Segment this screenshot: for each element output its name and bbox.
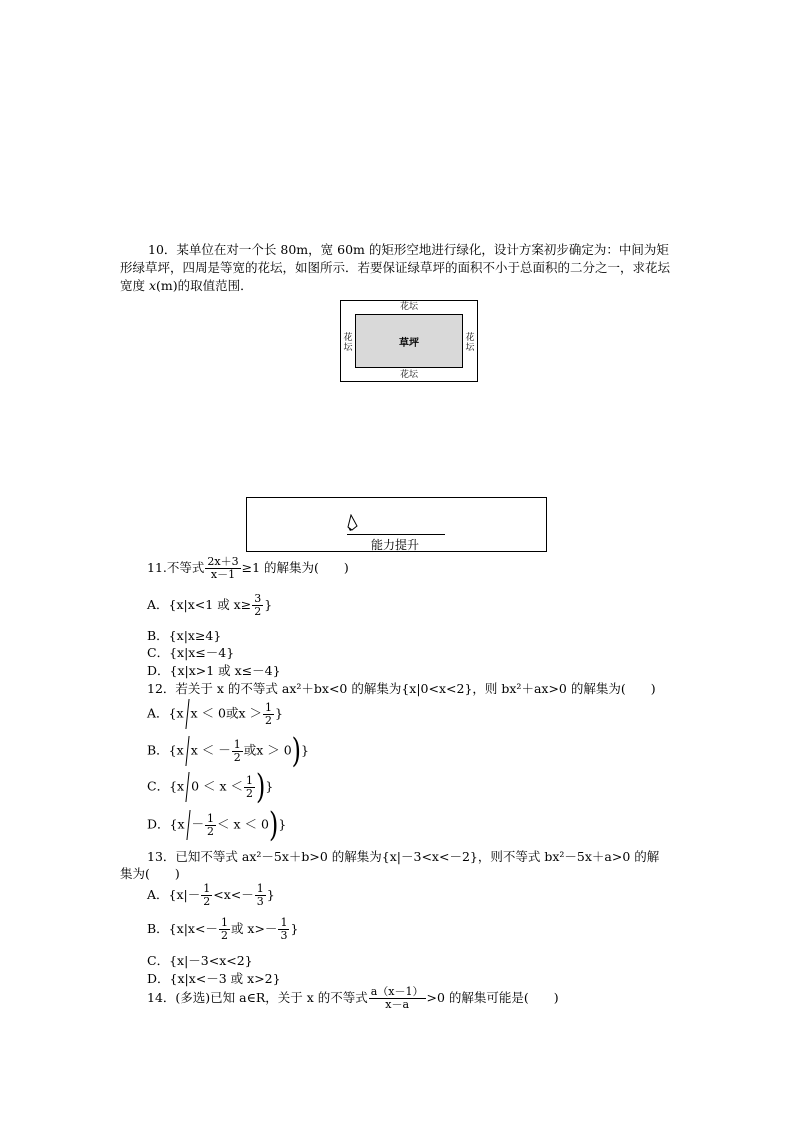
fraction: $\frac{1}{2}$ [220, 916, 228, 942]
variable-x: x [148, 278, 157, 293]
fraction: $\frac{3}{2}$ [254, 592, 262, 618]
question-11-option-d: D．{x|x>1 或 x≤－4} [147, 663, 281, 678]
pencil-icon [347, 514, 359, 532]
diagram-label-right-2: 坛 [465, 343, 475, 353]
diagram-label-center: 草坪 [399, 337, 419, 349]
question-11-stem: 11.不等式 $\frac{2x+3}{x-1}$ ≥1 的解集为( ) [147, 555, 349, 581]
question-12-option-c: C．{x 0 ＜ x ＜ $\frac{1}{2}$ )} [147, 767, 274, 807]
question-13-option-d: D．{x|x<－3 或 x>2} [147, 971, 281, 986]
diagram-label-top: 花坛 [400, 302, 419, 312]
question-11-option-a: A．{x|x<1 或 x≥ $\frac{3}{2}$ } [147, 592, 273, 618]
question-12-option-d: D．{x － $\frac{1}{2}$ ＜ x ＜ 0)} [147, 805, 287, 845]
question-13-stem-line2: 集为( ) [120, 866, 180, 881]
question-13-option-b: B．{x|x<－ $\frac{1}{2}$ 或 x>－ $\frac{1}{3}$ } [147, 916, 299, 942]
question-12-option-b: B．{x x ＜ － $\frac{1}{2}$ 或x ＞ 0)} [147, 731, 309, 771]
section-underline [347, 534, 445, 535]
fraction: $\frac{1}{2}$ [233, 737, 241, 764]
lawn-rectangle [355, 314, 463, 368]
section-title: 能力提升 [371, 538, 420, 552]
question-11-option-b: B．{x|x≥4} [147, 628, 222, 643]
diagram-label-left-2: 坛 [343, 343, 353, 353]
fraction: $\frac{a(x-1)}{x-a}$ [370, 985, 424, 1011]
ability-section-box [246, 497, 547, 552]
fraction: $\frac{1}{2}$ [246, 773, 254, 800]
question-14-stem: 14．(多选)已知 a∈R，关于 x 的不等式 $\frac{a(x-1)}{x-a}$ >0 的解集可能是( ) [147, 985, 559, 1011]
fraction: $\frac{1}{2}$ [207, 811, 215, 838]
question-11-option-c: C．{x|x≤－4} [147, 645, 235, 660]
diagram-label-left-1: 花 [343, 333, 353, 343]
question-13-option-c: C．{x|－3<x<2} [147, 953, 253, 968]
garden-diagram [340, 300, 478, 382]
diagram-label-right-1: 花 [465, 333, 475, 343]
fraction: $\frac{1}{3}$ [280, 916, 288, 942]
fraction: $\frac{2x+3}{x-1}$ [207, 555, 239, 581]
fraction: $\frac{1}{2}$ [203, 882, 211, 908]
question-12-option-a: A．{x x ＜ 0或x ＞ $\frac{1}{2}$ } [147, 699, 283, 729]
question-13-stem-line1: 13．已知不等式 ax²－5x＋b>0 的解集为{x|－3<x<－2}，则不等式 bx²－5x＋a>0 的解 [147, 849, 660, 864]
fraction: $\frac{1}{2}$ [265, 700, 273, 727]
diagram-label-bottom: 花坛 [400, 370, 419, 380]
question-10: 10．某单位在对一个长 80m，宽 60m 的矩形空地进行绿化，设计方案初步确定为：中间为矩形绿草坪，四周是等宽的花坛，如图所示．若要保证绿草坪的面积不小于总面积的二分之一，求花坛宽度 x(m)的取值范围． [120, 242, 671, 293]
fraction: $\frac{1}{3}$ [256, 882, 264, 908]
question-12-stem: 12．若关于 x 的不等式 ax²＋bx<0 的解集为{x|0<x<2}，则 bx²＋ax>0 的解集为( ) [147, 681, 656, 696]
question-13-option-a: A．{x|－ $\frac{1}{2}$ <x<－ $\frac{1}{3}$ } [147, 882, 275, 908]
